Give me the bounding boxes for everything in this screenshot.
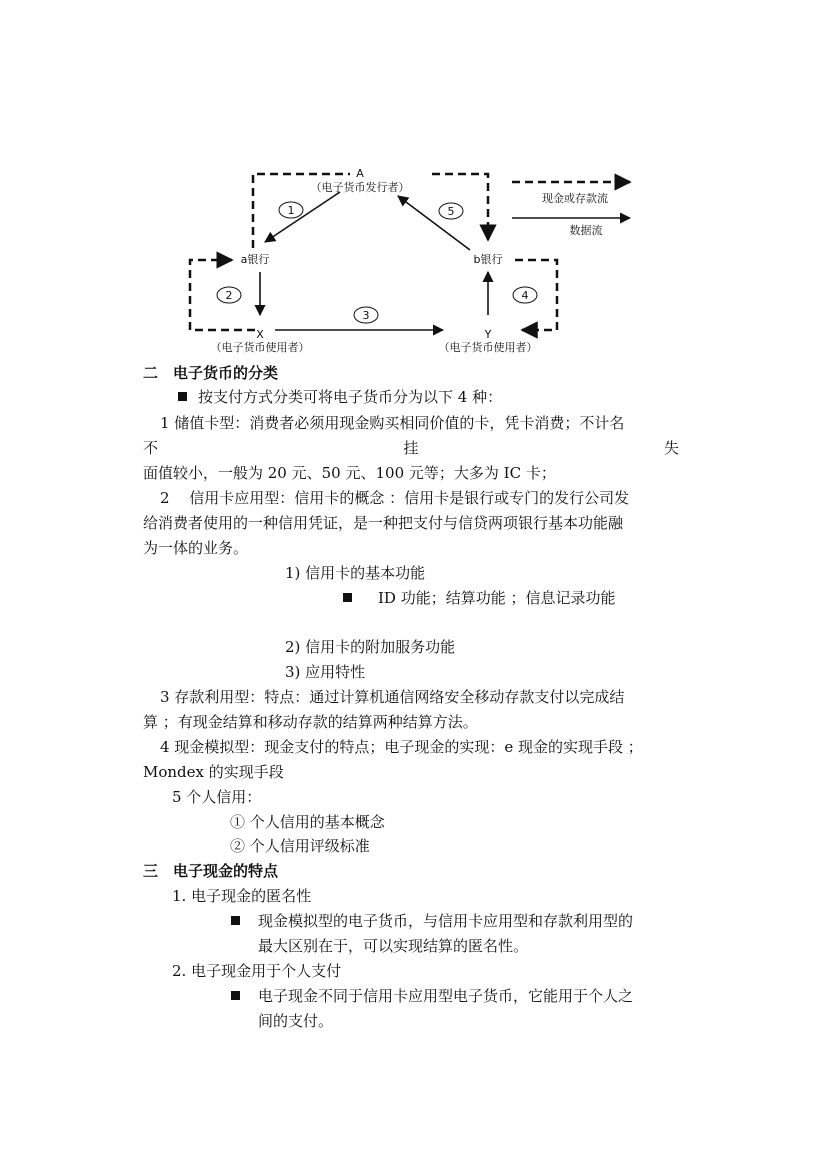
- point2-line2: 间的支付。: [258, 1012, 334, 1030]
- sub2-title: 2) 信用卡的附加服务功能: [285, 638, 456, 656]
- node-a-letter: A: [356, 167, 364, 180]
- item2-line1: 2 信用卡应用型：信用卡的概念 ：信用卡是银行或专门的发行公司发: [160, 489, 630, 507]
- bank-b-label: b银行: [473, 253, 503, 266]
- point1-line2: 最大区别在于，可以实现结算的匿名性。: [258, 937, 529, 955]
- bullet-square: [231, 991, 240, 1000]
- item5-sub2: ② 个人信用评级标准: [230, 837, 370, 855]
- node-a-label: （电子货币发行者）: [310, 181, 410, 194]
- step3-number: 3: [362, 309, 370, 322]
- node-x-letter: X: [256, 328, 264, 341]
- point2-title: 2. 电子现金用于个人支付: [172, 962, 342, 980]
- step1-number: 1: [287, 204, 295, 217]
- item1-word2: 挂: [403, 439, 419, 457]
- step2-number: 2: [225, 289, 233, 302]
- item3-line1: 3 存款利用型：特点：通过计算机通信网络安全移动存款支付以完成结: [160, 688, 625, 706]
- payment-flow-diagram: [170, 160, 650, 360]
- item1-spread-line: [143, 437, 679, 459]
- item2-line3: 为一体的业务。: [143, 539, 249, 557]
- section3-heading: 三 电子现金的特点: [143, 862, 279, 880]
- point1-title: 1. 电子现金的匿名性: [172, 887, 312, 905]
- bullet-square: [178, 392, 187, 401]
- bank-a-label: a银行: [240, 253, 270, 266]
- sub1-title: 1) 信用卡的基本功能: [285, 564, 426, 582]
- item1-line1: 1 储值卡型：消费者必须用现金购买相同价值的卡，凭卡消费；不计名: [160, 414, 625, 432]
- item1-word3: 失: [663, 439, 679, 457]
- section2-heading: 二 电子货币的分类: [143, 364, 279, 382]
- item2-line2: 给消费者使用的一种信用凭证，是一种把支付与信贷两项银行基本功能融: [143, 514, 624, 532]
- item1-word1: 不: [143, 439, 159, 457]
- bullet-square: [231, 916, 240, 925]
- item4-line1: 4 现金模拟型：现金支付的特点；电子现金的实现：e 现金的实现手段 ；: [160, 738, 643, 756]
- item4-line2: Mondex 的实现手段: [143, 763, 284, 781]
- sub1-detail: ID 功能；结算功能 ；信息记录功能: [378, 589, 616, 607]
- legend-data-label: 数据流: [569, 224, 603, 237]
- section2-intro: 按支付方式分类可将电子货币分为以下 4 种：: [198, 388, 503, 406]
- node-y-label: （电子货币使用者）: [438, 341, 538, 354]
- item1-line3: 面值较小，一般为 20 元、50 元、100 元等；大多为 IC 卡；: [143, 464, 556, 482]
- node-y-letter: Y: [484, 328, 492, 341]
- point2-line1: 电子现金不同于信用卡应用型电子货币，它能用于个人之: [258, 987, 634, 1005]
- cash-flow-x-to-a: [190, 260, 255, 330]
- node-x-label: （电子货币使用者）: [210, 341, 310, 354]
- data-flow-issuer-to-a: [265, 192, 340, 242]
- bullet-square: [343, 593, 352, 602]
- item5-title: 5 个人信用：: [172, 788, 262, 806]
- item5-sub1: ① 个人信用的基本概念: [230, 813, 385, 831]
- legend-cash-label: 现金或存款流: [542, 192, 608, 205]
- point1-line1: 现金模拟型的电子货币，与信用卡应用型和存款利用型的: [258, 912, 634, 930]
- step4-number: 4: [521, 289, 529, 302]
- step5-number: 5: [447, 205, 455, 218]
- sub3-title: 3) 应用特性: [285, 663, 366, 681]
- item3-line2: 算 ；有现金结算和移动存款的结算两种结算方法。: [143, 713, 478, 731]
- data-flow-b-to-issuer: [398, 196, 470, 250]
